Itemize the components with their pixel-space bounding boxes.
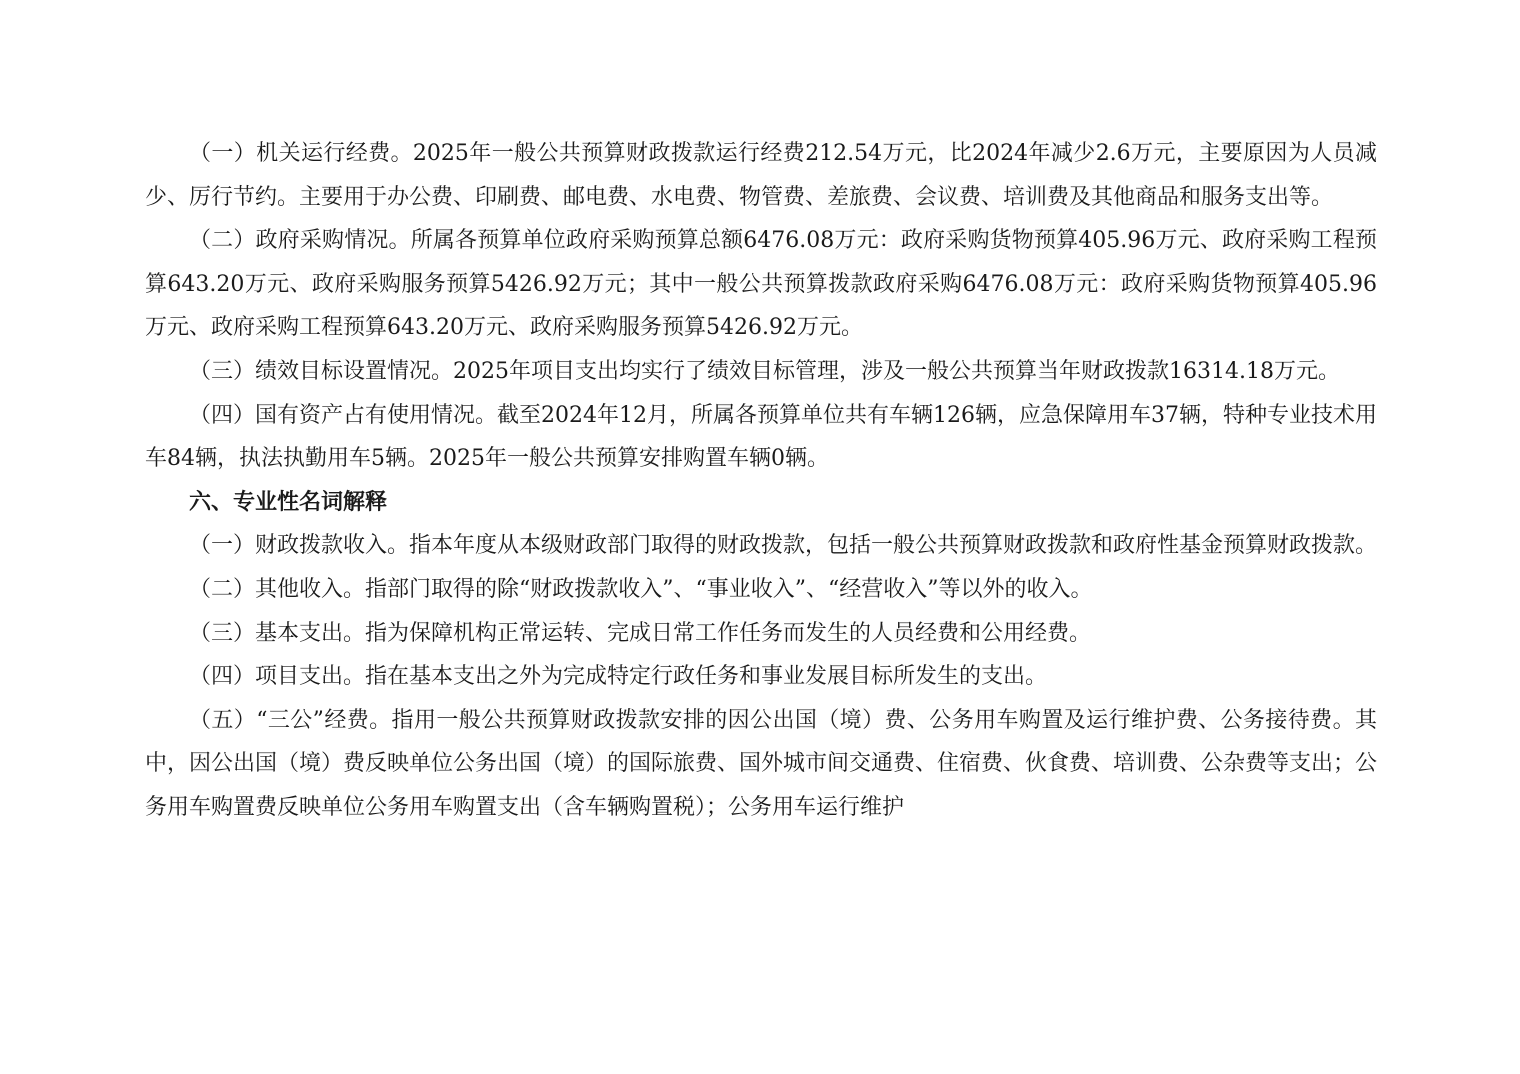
paragraph-operating-expenses: （一）机关运行经费。2025年一般公共预算财政拨款运行经费212.54万元，比2024年减少2.6万元，主要原因为人员减少、厉行节约。主要用于办公费、印刷费、邮电费、水电费、物管费、差旅费、会议费、培训费及其他商品和服务支出等。 (145, 141, 1377, 210)
paragraph-three-public-expenses: （五）“三公”经费。指用一般公共预算财政拨款安排的因公出国（境）费、公务用车购置及运行维护费、公务接待费。其中，因公出国（境）费反映单位公务出国（境）的国际旅费、国外城市间交通费、住宿费、伙食费、培训费、公杂费等支出；公务用车购置费反映单位公务用车购置支出（含车辆购置税）；公务用车运行维护 (145, 707, 1378, 820)
paragraph-fiscal-appropriation-income: （一）财政拨款收入。指本年度从本级财政部门取得的财政拨款，包括一般公共预算财政拨款和政府性基金预算财政拨款。 (189, 533, 1378, 559)
section-heading-terms: 六、专业性名词解释 (189, 489, 388, 515)
document-page (145, 132, 1377, 830)
paragraph-government-procurement: （二）政府采购情况。所属各预算单位政府采购预算总额6476.08万元：政府采购货物预算405.96万元、政府采购工程预算643.20万元、政府采购服务预算5426.92万元；其中一般公共预算拨款政府采购6476.08万元：政府采购货物预算405.96万元、政府采购工程预算643.20万元、政府采购服务预算5426.92万元。 (145, 228, 1377, 341)
paragraph-performance-targets: （三）绩效目标设置情况。2025年项目支出均实行了绩效目标管理，涉及一般公共预算当年财政拨款16314.18万元。 (189, 358, 1340, 384)
paragraph-state-assets: （四）国有资产占有使用情况。截至2024年12月，所属各预算单位共有车辆126辆，应急保障用车37辆，特种专业技术用车84辆，执法执勤用车5辆。2025年一般公共预算安排购置车辆0辆。 (145, 402, 1377, 472)
paragraph-other-income: （二）其他收入。指部门取得的除“财政拨款收入”、“事业收入”、“经营收入”等以外的收入。 (189, 576, 1093, 602)
paragraph-project-expenditure: （四）项目支出。指在基本支出之外为完成特定行政任务和事业发展目标所发生的支出。 (189, 664, 1048, 690)
paragraph-basic-expenditure: （三）基本支出。指为保障机构正常运转、完成日常工作任务而发生的人员经费和公用经费。 (189, 620, 1092, 646)
